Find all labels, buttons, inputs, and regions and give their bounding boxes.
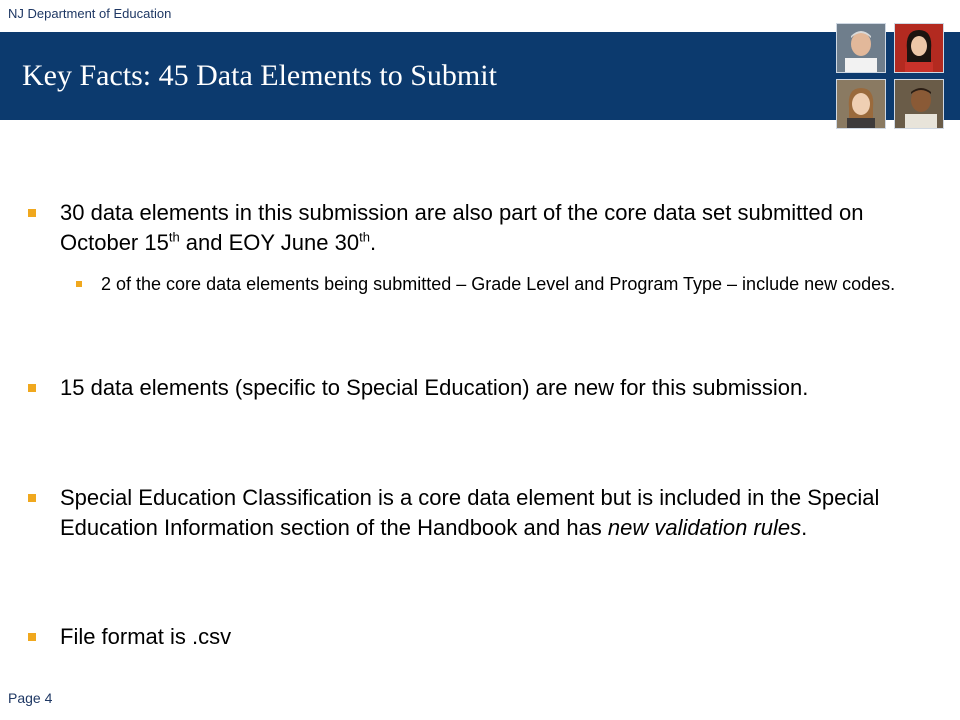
bullet-square-icon <box>28 209 36 217</box>
department-label: NJ Department of Education <box>8 6 172 21</box>
bullet-square-icon <box>28 384 36 392</box>
bullet-core-elements: 30 data elements in this submission are also part of the core data set submitted on October 15th and EOY June 30th. <box>60 198 900 258</box>
bullet-file-format: File format is .csv <box>60 622 900 652</box>
bullet-square-icon <box>28 633 36 641</box>
bullet-new-elements: 15 data elements (specific to Special Education) are new for this submission. <box>60 373 900 403</box>
sub-bullet-new-codes: 2 of the core data elements being submitted – Grade Level and Program Type – include new codes. <box>101 270 901 298</box>
bullet-square-icon <box>28 494 36 502</box>
bullet-classification: Special Education Classification is a core data element but is included in the Special Education Information section of the Handbook and has new validation rules. <box>60 483 920 543</box>
page-title: Key Facts: 45 Data Elements to Submit <box>22 59 497 92</box>
page-number: Page 4 <box>8 690 53 706</box>
bullet-square-icon <box>76 281 82 287</box>
